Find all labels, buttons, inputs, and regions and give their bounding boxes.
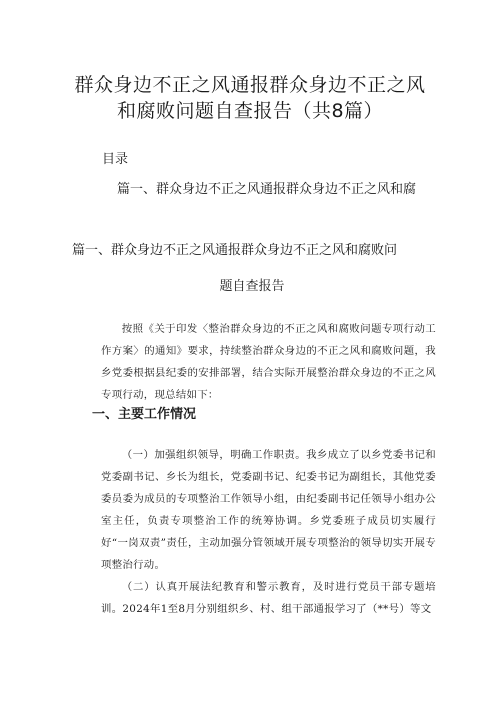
body-paragraph: （二）认真开展法纪教育和警示教育，及时进行党员干部专题培训。2024年1至8月分别组织乡、村、组干部通报学习了（**号）等文: [101, 581, 436, 615]
document-title-line1: 群众身边不正之风通报群众身边不正之风: [74, 74, 426, 96]
section-heading: 一、主要工作情况: [92, 407, 197, 422]
body-paragraph: （一）加强组织领导，明确工作职责。我乡成立了以乡党委书记和党委副书记、乡长为组长，党委副书记、纪委书记为副组长，其他党委委员委为成员的专项整治工作领导小组，由纪委副书记任领导小组办公室主任，负责专项整治工作的统筹协调。乡党委班子成员切实履行好“一岗双责”责任，主动加强分管领域开展专项整治的领导切实开展专项整治行动。: [101, 449, 436, 571]
toc-heading: 目录: [102, 152, 129, 167]
toc-item[interactable]: 篇一、群众身边不正之风通报群众身边不正之风和腐: [117, 182, 417, 197]
section-title-line2: 题自查报告: [219, 279, 285, 294]
document-title-line2: 和腐败问题自查报告（共8篇）: [116, 100, 384, 122]
document-title: [40, 72, 460, 124]
section-title-line1: 篇一、群众身边不正之风通报群众身边不正之风和腐败问: [72, 243, 398, 258]
section-title: [72, 233, 432, 305]
body-paragraph: 按照《关于印发〈整治群众身边的不正之风和腐败问题专项行动工作方案〉的通知》要求，持续整治群众身边的不正之风和腐败问题，我乡党委根据县纪委的安排部署，结合实际开展整治群众身边的不正之风专项行动，现总结如下：: [101, 323, 436, 401]
